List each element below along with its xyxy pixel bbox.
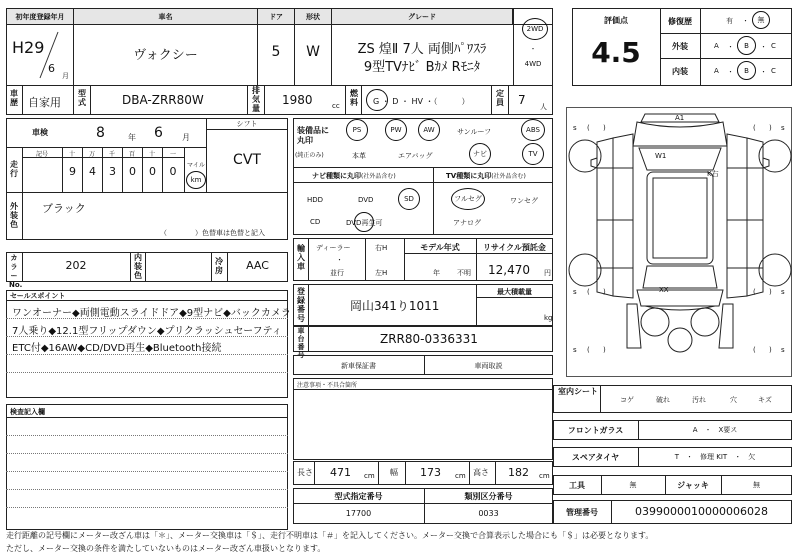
svg-text:(: ( [587, 124, 590, 132]
color-no-value: 202 [65, 259, 87, 272]
inspector-area [6, 404, 288, 530]
svg-text:): ) [769, 288, 772, 296]
shape-header [294, 8, 332, 25]
displacement-value: 1980 [282, 93, 313, 107]
mileage-sub-3: 千 [108, 151, 115, 158]
inspection-month-unit: 月 [182, 133, 190, 142]
first-reg-month: 6 [48, 62, 55, 75]
grade-header [331, 8, 513, 25]
repair-yes: 有 [726, 17, 733, 25]
carname-header [73, 8, 258, 25]
drive-2wd: 2WD [526, 25, 544, 33]
capacity-unit: 人 [540, 103, 547, 111]
width-value: 173 [420, 466, 441, 479]
svg-text:s: s [781, 346, 785, 354]
svg-text:): ) [603, 124, 606, 132]
fuel-label: 燃料 [350, 89, 358, 107]
svg-text:W1: W1 [655, 152, 667, 160]
footer-note-2: ただし、メーター交換の条件を満たしていないものはメーター改ざん車扱いとなります。 [6, 544, 326, 553]
repair-dot: ・ [742, 17, 749, 25]
displacement-label: 排気量 [252, 86, 260, 113]
import-left-h: 左H [375, 269, 388, 277]
interior-dot2: ・ [760, 68, 767, 76]
manual-label: 車両取説 [474, 362, 503, 370]
height-unit: cm [539, 472, 550, 480]
chassis-value: ZRR80-0336331 [380, 332, 478, 346]
seat-option-ana: 穴 [730, 396, 737, 404]
length-label: 長さ [297, 468, 313, 477]
jack-label: ジャッキ [677, 481, 709, 490]
import-parallel: 並行 [330, 269, 344, 277]
exterior-label: 外装 [672, 42, 688, 51]
mileage-digit: 0 [129, 165, 136, 178]
mileage-digit: 3 [109, 165, 116, 178]
sales-point-line: 7人乗り◆12.1型フリップダウン◆プリクラッシュセーフティ [12, 326, 282, 337]
tools-label: 工具 [569, 481, 585, 490]
svg-text:(: ( [753, 346, 756, 354]
exterior-a: A [714, 42, 719, 50]
max-load-unit: kg [544, 314, 553, 322]
repair-none: 無 [752, 11, 770, 29]
svg-text:s: s [573, 124, 577, 132]
first-reg-month-unit: 月 [62, 72, 69, 80]
equip-aw: AW [418, 119, 440, 141]
length-value: 471 [330, 466, 351, 479]
exterior-b: B [737, 36, 756, 55]
length-unit: cm [364, 472, 375, 480]
fuel-options: G ・ D ・ HV ・（ ） [373, 97, 470, 106]
inspection-year: 8 [96, 125, 105, 141]
mileage-label: 走行 [10, 160, 18, 178]
spare-tire-label: スペアタイヤ [571, 453, 620, 462]
registration-label: 登録番号 [297, 287, 305, 323]
svg-text:(: ( [587, 346, 590, 354]
car-outline-diagram [567, 108, 793, 378]
width-unit: cm [455, 472, 466, 480]
equip-tv: TV [522, 143, 544, 165]
mileage-digit: 0 [169, 165, 177, 178]
svg-text:s: s [573, 288, 577, 296]
mileage-sub-6: 一 [169, 151, 176, 158]
interior-a: A [714, 67, 719, 75]
windshield-label: フロントガラス [567, 426, 624, 435]
exterior-dot: ・ [727, 43, 734, 51]
color-label: 外装色 [10, 202, 18, 229]
model-year-unit: 年 [433, 269, 440, 277]
capacity-label: 定員 [496, 89, 504, 107]
recycle-unit: 円 [544, 269, 551, 277]
svg-text:K右: K右 [707, 170, 719, 178]
navi-dvd-play-circle [354, 212, 374, 232]
interior-color-label: 内装色 [134, 253, 142, 280]
svg-text:(: ( [753, 288, 756, 296]
equip-navi: ナビ [469, 143, 491, 165]
shift-value: CVT [233, 152, 261, 168]
navi-dvd: DVD [358, 196, 374, 204]
carname-value: ヴォクシー [133, 48, 198, 63]
mileage-unit-km: km [186, 171, 206, 189]
mileage-sub-2: 万 [88, 151, 95, 158]
sales-point-line: ワンオーナー◆両側電動スライドドア◆9型ナビ◆バックカメラ [12, 308, 291, 319]
tv-label: TV種類に丸印(社外品含む) [446, 172, 526, 180]
mileage-digit: 9 [69, 165, 76, 178]
svg-text:): ) [603, 288, 606, 296]
mileage-digit: 4 [89, 165, 96, 178]
registration-value: 岡山341り1011 [350, 299, 440, 313]
tv-analog: アナログ [453, 219, 481, 227]
tv-fullseg: フルセグ [451, 188, 485, 210]
chassis-label: 車台番号 [297, 327, 305, 359]
grade-label: グレード [408, 12, 436, 21]
svg-text:): ) [769, 124, 772, 132]
drive-dot: ・ [529, 45, 537, 53]
notes-area [293, 378, 553, 460]
sales-point-line: ETC付◆16AW◆CD/DVD再生◆Bluetooth接続 [12, 343, 222, 354]
svg-text:): ) [603, 346, 606, 354]
grade-line1: ZS 煌Ⅱ 7人 両側ﾊﾟﾜｽﾗ [357, 42, 487, 57]
windshield-options: A ・ X要ス [692, 426, 738, 434]
seat-option-yogore: 汚れ [692, 396, 706, 404]
capacity-value: 7 [518, 93, 526, 107]
mileage-sub-1: 十 [68, 151, 75, 158]
aircon-label: 冷房 [215, 257, 223, 275]
color-value: ブラック [42, 202, 86, 215]
exterior-dot2: ・ [760, 43, 767, 51]
carname-label: 車名 [158, 12, 173, 21]
seat-option-koge: コゲ [620, 396, 634, 404]
score-value: 4.5 [591, 36, 641, 69]
shape-value: W [306, 44, 320, 60]
drive-4wd: 4WD [524, 60, 542, 68]
tools-value: 無 [629, 481, 637, 489]
usage-label: 車歴 [10, 89, 18, 107]
door-label: ドア [269, 12, 283, 21]
model-value: DBA-ZRR80W [122, 93, 204, 107]
inspection-label: 車検 [32, 128, 48, 137]
interior-label: 内装 [672, 67, 688, 76]
equip-abs: ABS [521, 119, 545, 141]
equip-ps: PS [346, 119, 368, 141]
svg-text:): ) [769, 346, 772, 354]
seat-option-yabure: 破れ [656, 396, 670, 404]
max-load-label: 最大積載量 [497, 288, 532, 296]
svg-text:s: s [781, 124, 785, 132]
import-dot: ・ [336, 256, 343, 264]
mileage-sub-4: 百 [128, 151, 135, 158]
shift-label: シフト [236, 120, 258, 128]
first-reg-header [6, 8, 74, 25]
repair-label: 修復歴 [668, 17, 692, 26]
import-right-h: 右H [375, 244, 388, 252]
class-number-value: 0033 [478, 509, 499, 518]
inspection-year-unit: 年 [128, 133, 136, 142]
control-value: 0399000010000006028 [635, 505, 768, 518]
equip-sunroof: サンルーフ [457, 128, 492, 136]
mileage-sub-5: 十 [148, 151, 155, 158]
usage-value: 自家用 [28, 96, 61, 109]
import-dealer: ディーラー [316, 244, 351, 252]
footer-note-1: 走行距離の記号欄にメーター改ざん車は「＊」、メーター交換車は「＄」、走行不明車は「＃」を記入してください。メーター交換で合算表示した場合にも「＄」は必要となります。 [6, 531, 654, 540]
navi-sd: SD [398, 188, 420, 210]
type-number-label: 型式指定番号 [334, 492, 383, 501]
model-year-label: モデル年式 [420, 243, 460, 252]
sales-points-label: セールスポイント [10, 292, 66, 300]
door-header [257, 8, 295, 25]
import-label: 輸入車 [297, 244, 305, 271]
equipment-sublabel: (純正のみ) [295, 152, 324, 159]
svg-text:s: s [573, 346, 577, 354]
model-year-value: 不明 [457, 269, 471, 277]
navi-hdd: HDD [307, 196, 324, 204]
first-reg-label: 初年度登録年月 [15, 12, 65, 21]
aircon-value: AAC [246, 259, 269, 272]
tv-oneseg: ワンセグ [510, 197, 538, 205]
navi-label: ナビ種類に丸印(社外品含む) [312, 172, 396, 180]
model-label: 型式 [78, 89, 86, 107]
inspector-label: 検査記入欄 [10, 408, 45, 416]
class-number-label: 類別区分番号 [464, 492, 513, 501]
spare-tire-options: T ・ 修理 KIT ・ 欠 [674, 453, 756, 461]
interior-dot: ・ [727, 68, 734, 76]
navi-dvd-play: DVD再生可 [346, 219, 383, 227]
svg-text:A1: A1 [675, 114, 685, 122]
mileage-sub-kigou: 記号 [35, 151, 48, 158]
interior-b: B [737, 61, 756, 80]
width-label: 幅 [390, 468, 398, 477]
grade-line2: 9型TVﾅﾋﾞ Bｶﾒ Rﾓﾆﾀ [363, 60, 481, 75]
jack-value: 無 [753, 481, 760, 489]
first-reg-era: H29 [12, 38, 45, 57]
height-value: 182 [508, 466, 529, 479]
usage-row [6, 85, 553, 115]
recycle-label: リサイクル預託金 [483, 243, 546, 252]
interior-c: C [771, 67, 776, 75]
new-car-warranty-label: 新車保証書 [341, 362, 376, 370]
equip-leather: 本革 [352, 152, 366, 160]
control-label: 管理番号 [566, 508, 598, 517]
score-label: 評価点 [604, 16, 628, 25]
equip-pw: PW [385, 119, 407, 141]
equipment-label: 装備品に丸印 [297, 126, 329, 145]
notes-label: 注意事項・不具合箇所 [297, 382, 358, 389]
damage-diagram [566, 107, 792, 377]
doors-value: 5 [271, 44, 281, 60]
recycle-value: 12,470 [488, 263, 530, 277]
color-no-label: カラーNo. [9, 254, 23, 289]
mileage-digit: 0 [149, 165, 156, 178]
height-label: 高さ [473, 468, 489, 477]
svg-text:s: s [781, 288, 785, 296]
navi-cd: CD [310, 218, 321, 226]
mileage-unit-mile: マイル [187, 162, 205, 169]
equip-airbag: エアバッグ [398, 152, 433, 160]
svg-text:XX: XX [659, 286, 669, 294]
svg-text:(: ( [587, 288, 590, 296]
displacement-unit: cc [332, 102, 340, 110]
type-number-value: 17700 [345, 509, 372, 518]
drive-2wd-circle [522, 18, 548, 40]
svg-text:(: ( [753, 124, 756, 132]
seat-label: 室内シート [558, 387, 598, 396]
inspection-month: 6 [154, 125, 163, 141]
color-note: （ ）色替車は色替と記入 [160, 229, 265, 237]
seat-option-kizu: キズ [758, 396, 772, 404]
exterior-c: C [771, 42, 776, 50]
shape-label: 形状 [306, 12, 320, 21]
